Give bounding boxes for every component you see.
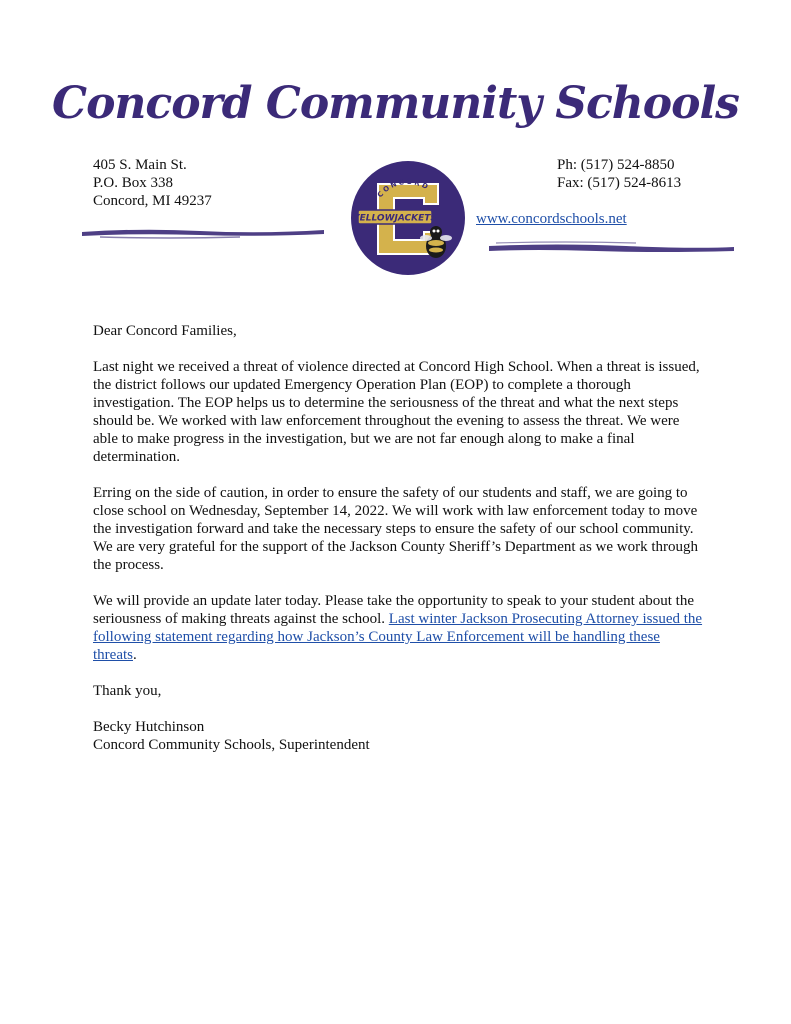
paragraph-threat: Last night we received a threat of violence directed at Concord High School. When a threat is issued, the district follows our updated Emergency Operation Plan (EOP) to complete a thorough investigation. The EOP helps us to determine the seriousness of the threat and what the next steps should be. We worked with law enforcement throughout the evening to assess the threat. We were able to make progress in the investigation, but we are not far enough along to make a final determination. [93,359,700,465]
paragraph-update-text: We will provide an update later today. Please take the opportunity to speak to your student about the seriousness of making threats against the school. [93,593,694,627]
address-line: P.O. Box 338 [93,175,174,191]
phone-number: Ph: (517) 524-8850 [557,157,675,173]
contact-block [557,156,681,192]
logo-top-text: CONCORD [375,177,431,200]
letter-body [93,322,703,754]
website-link[interactable]: www.concordschools.net [476,211,627,227]
greeting: Dear Concord Families, [93,323,237,339]
paragraph-update [93,592,703,664]
closing: Thank you, [93,683,162,699]
address-block [93,156,212,210]
brush-stroke-divider-right [486,240,736,256]
brush-stroke-divider-left [80,226,326,240]
address-line: Concord, MI 49237 [93,193,212,209]
signature-title: Concord Community Schools, Superintendent [93,737,370,753]
letterhead-title: Concord Community Schools [52,78,739,129]
signature-name: Becky Hutchinson [93,719,205,735]
address-line: 405 S. Main St. [93,157,187,173]
paragraph-closure: Erring on the side of caution, in order to ensure the safety of our students and staff, we are going to close school on Wednesday, September 14, 2022. We will work with law enforcement today to move the investigation forward and take the necessary steps to ensure the safety of our school community. We are very grateful for the support of the Jackson County Sheriff’s Department as we work through the process. [93,485,699,573]
prosecutor-statement-link[interactable]: Last winter Jackson Prosecuting Attorney issued the following statement regarding how Jackson’s County Law Enforcement will be handling these threats [93,611,703,663]
logo-banner-text: YELLOWJACKETS [353,213,437,224]
paragraph-update-end: . [132,647,137,663]
school-logo [350,160,466,276]
fax-number: Fax: (517) 524-8613 [557,175,682,191]
